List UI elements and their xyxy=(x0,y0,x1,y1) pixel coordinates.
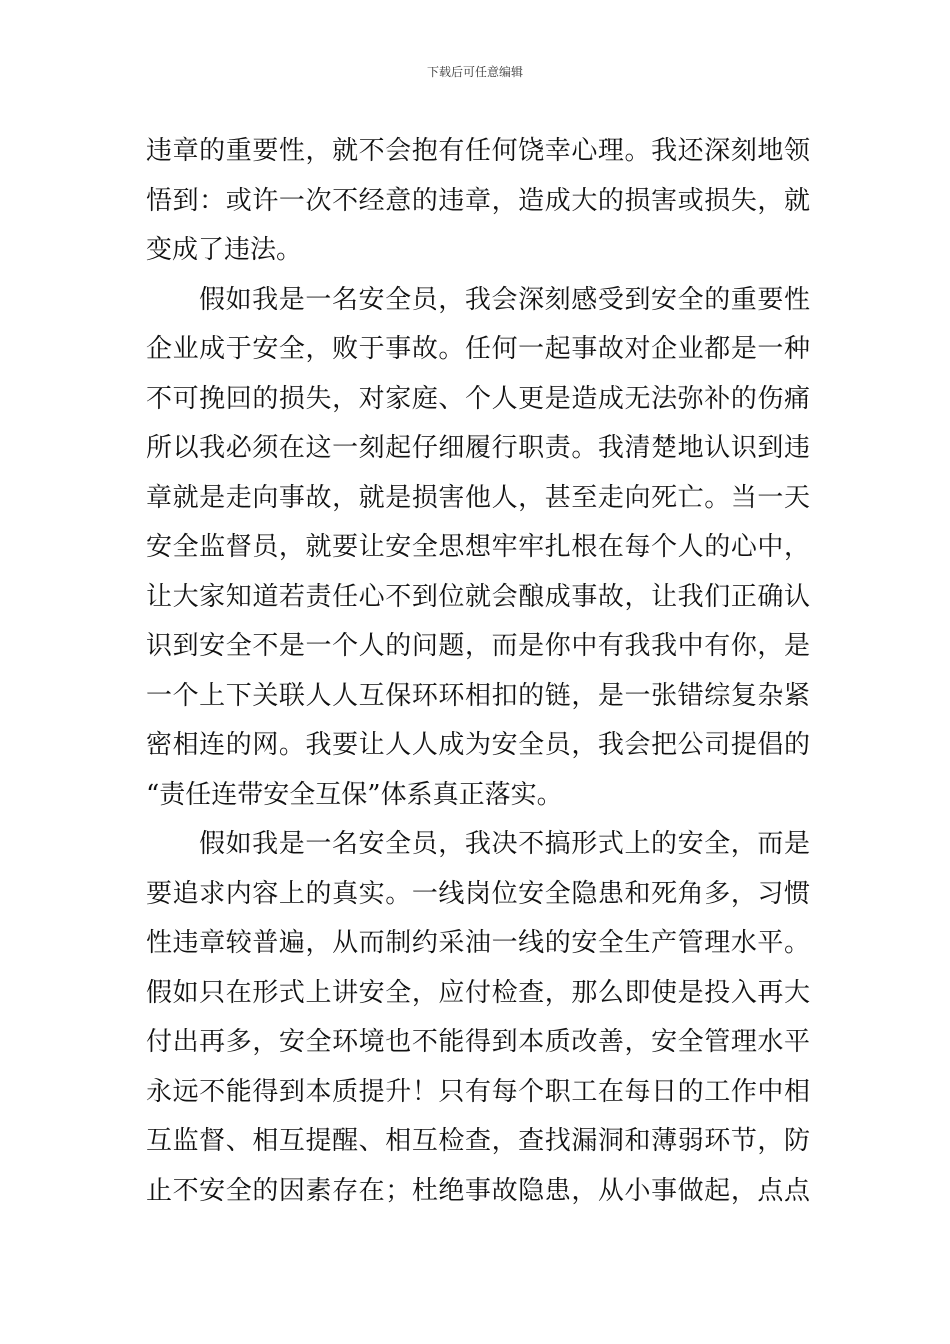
text-line: 不可挽回的损失，对家庭、个人更是造成无法弥补的伤痛 xyxy=(146,383,810,414)
text-line: 让大家知道若责任心不到位就会酿成事故，让我们正确认 xyxy=(146,581,810,612)
text-line: 永远不能得到本质提升！只有每个职工在每日的工作中相 xyxy=(146,1076,810,1107)
text-line: 所以我必须在这一刻起仔细履行职责。我清楚地认识到违 xyxy=(146,433,810,463)
text-line: 互监督、相互提醒、相互检查，查找漏洞和薄弱环节，防 xyxy=(146,1126,810,1156)
text-line: 违章的重要性，就不会抱有任何饶幸心理。我还深刻地领 xyxy=(146,136,810,166)
page-header: 下载后可任意编辑 xyxy=(426,65,523,79)
text-line: 假如我是一名安全员，我决不搞形式上的安全，而是 xyxy=(199,829,810,859)
text-line: 安全监督员，就要让安全思想牢牢扎根在每个人的心中， xyxy=(146,532,810,562)
text-line: 变成了违法。 xyxy=(146,235,303,265)
text-line: 章就是走向事故，就是损害他人，甚至走向死亡。当一天 xyxy=(146,482,810,513)
document-body xyxy=(146,127,810,1216)
text-line: “责任连带安全互保”体系真正落实。 xyxy=(146,779,563,810)
text-line: 性违章较普遍，从而制约采油一线的安全生产管理水平。 xyxy=(146,928,810,958)
text-line: 一个上下关联人人互保环环相扣的链，是一张错综复杂紧 xyxy=(146,680,810,711)
text-line: 假如我是一名安全员，我会深刻感受到安全的重要性 xyxy=(199,284,810,315)
text-line: 识到安全不是一个人的问题，而是你中有我我中有你，是 xyxy=(146,631,810,661)
text-line: 假如只在形式上讲安全，应付检查，那么即使是投入再大 xyxy=(146,977,810,1008)
text-line: 企业成于安全，败于事故。任何一起事故对企业都是一种 xyxy=(146,334,810,364)
text-line: 止不安全的因素存在；杜绝事故隐患，从小事做起，点点 xyxy=(146,1175,810,1206)
text-line: 要追求内容上的真实。一线岗位安全隐患和死角多，习惯 xyxy=(146,878,810,909)
text-line: 付出再多，安全环境也不能得到本质改善，安全管理水平 xyxy=(146,1027,810,1057)
text-line: 悟到：或许一次不经意的违章，造成大的损害或损失，就 xyxy=(146,185,810,216)
text-line: 密相连的网。我要让人人成为安全员，我会把公司提倡的 xyxy=(146,730,810,760)
